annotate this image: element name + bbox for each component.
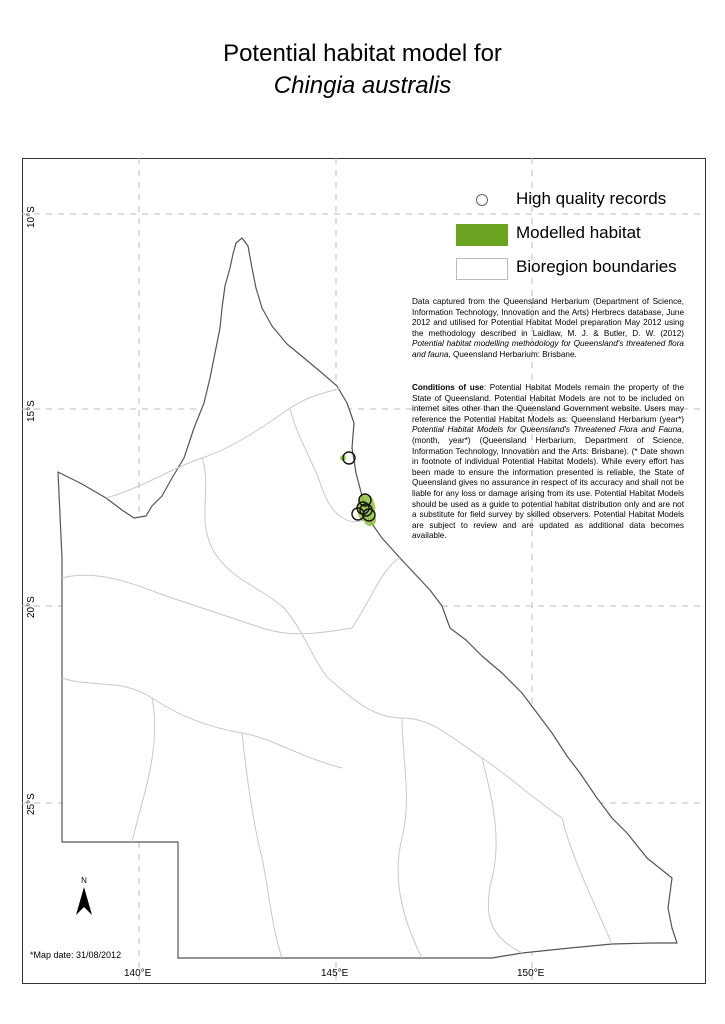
map-date: *Map date: 31/08/2012 xyxy=(30,950,122,960)
north-label: N xyxy=(81,876,87,885)
legend-bioregion-label: Bioregion boundaries xyxy=(516,257,677,276)
lon-label-150e: 150°E xyxy=(517,968,545,979)
legend-habitat-label: Modelled habitat xyxy=(516,223,641,242)
north-arrow-icon xyxy=(74,876,94,922)
map-title-line1: Potential habitat model for xyxy=(223,40,502,67)
map-canvas xyxy=(22,158,706,984)
map-title-species: Chingia australis xyxy=(273,72,452,99)
lat-label-10s: 10°S xyxy=(26,206,37,228)
bioregion-swatch-icon xyxy=(456,258,508,280)
legend-records-label: High quality records xyxy=(516,189,667,208)
record-symbol-icon xyxy=(476,194,488,206)
lon-label-140e: 140°E xyxy=(124,968,152,979)
lat-label-15s: 15°S xyxy=(26,400,37,422)
habitat-swatch-icon xyxy=(456,224,508,246)
lat-label-25s: 25°S xyxy=(26,793,37,815)
conditions-of-use-note: Conditions of use: Potential Habitat Models remain the property of the State of Queensland. Potential Habitat Models are not to be included on internet sites other than the Queensland Government website. Users may reference the Potential Habitat Models as: Queensland Herbarium (year*) Potential Habitat Models for Queensland's Threatened Flora and Fauna, (month, year*) (Queensland Herbarium, Department of Science, Information Technology, Innovation and the Arts: Brisbane). (* Date shown in footnote of individual Potential Habitat Models). While every effort has been made to ensure the information presented is reliable, the State of Queensland gives no assurance in respect of its accuracy and shall not be liable for any loss or damage arising from its use. Potential Habitat Models should be used as a guide to potential habitat distribution only and are not a substitute for field survey by skilled observers. Potential Habitat Models are subject to review and are updated as additional data becomes available. xyxy=(412,383,684,541)
data-source-note: Data captured from the Queensland Herbarium (Department of Science, Information Technology, Innovation and the Arts) Herbrecs database, June 2012 and utilised for Potential Habitat Model preparation May 2012 using the methodology described in Laidlaw, M. J. & Butler, D. W. (2012) Potential habitat modelling methodology for Queensland's threatened flora and fauna, Queensland Herbarium: Brisbane. xyxy=(412,297,684,359)
lon-label-145e: 145°E xyxy=(321,968,349,979)
lat-label-20s: 20°S xyxy=(26,596,37,618)
